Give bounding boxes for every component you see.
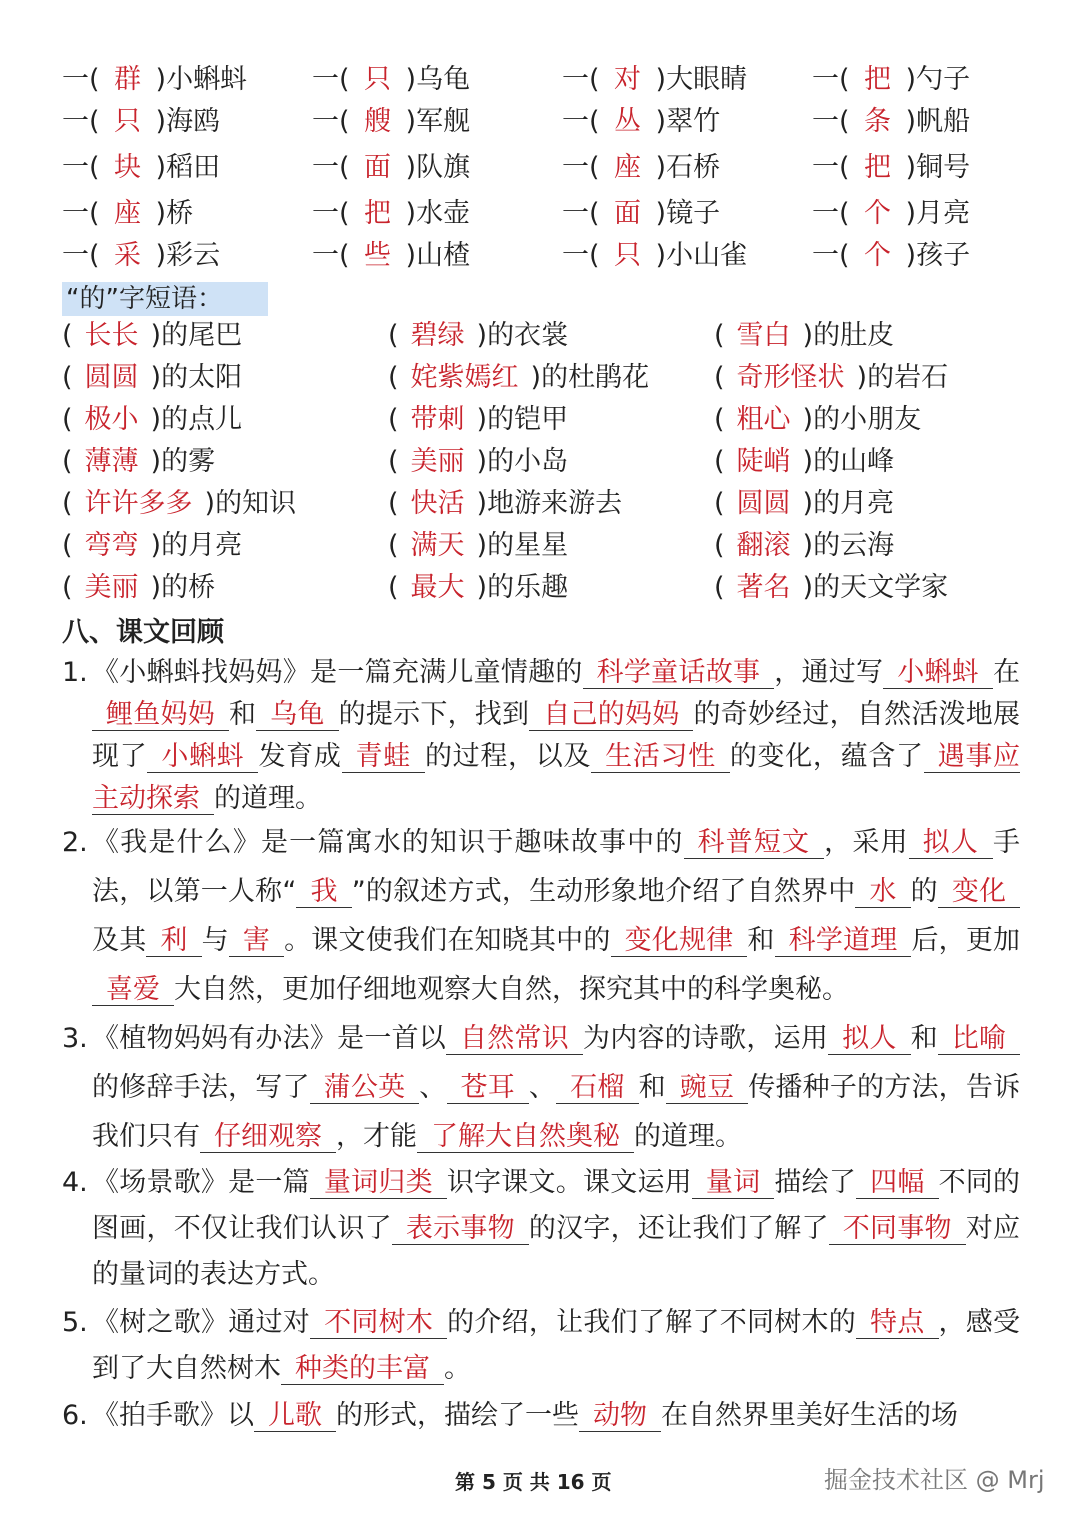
text-segment: 与	[201, 925, 229, 956]
de-phrase-item	[62, 568, 215, 608]
fill-blank-answer: 量词	[692, 1167, 774, 1199]
measure-word-item	[562, 194, 720, 234]
review-item	[62, 1300, 1020, 1392]
de-phrase-answer: 快活	[410, 488, 465, 519]
item-prefix: 一(	[812, 198, 850, 229]
de-phrase-answer: 长长	[84, 320, 139, 351]
item-suffix: )军舰	[405, 106, 471, 137]
measure-word-answer: 座	[614, 152, 642, 183]
text-segment: 为内容的诗歌，运用	[582, 1023, 829, 1054]
watermark: 掘金技术社区 @ Mrj	[824, 1466, 1045, 1494]
measure-word-answer: 把	[864, 152, 892, 183]
item-prefix: 一(	[62, 152, 100, 183]
item-text	[92, 818, 1020, 1014]
measure-word-answer: 条	[864, 106, 892, 137]
measure-word-answer: 把	[364, 198, 392, 229]
item-number: 4.	[62, 1167, 88, 1198]
open-paren: (	[388, 488, 399, 519]
de-phrase-answer: 粗心	[736, 404, 791, 435]
text-segment: 、	[528, 1072, 557, 1103]
measure-word-item	[812, 60, 970, 100]
de-phrase-rest: )的星星	[476, 530, 569, 561]
de-phrase-rest: )的月亮	[802, 488, 895, 519]
de-phrase-item	[714, 358, 948, 398]
open-paren: (	[714, 362, 725, 393]
item-prefix: 一(	[812, 64, 850, 95]
text-segment: 不同的图画，不仅让我们认识了	[92, 1167, 1021, 1244]
de-phrase-rest: )的云海	[802, 530, 895, 561]
de-phrase-rest: )的雾	[150, 446, 216, 477]
open-paren: (	[714, 320, 725, 351]
measure-word-item	[562, 236, 747, 276]
de-phrase-answer: 圆圆	[84, 362, 139, 393]
fill-blank-answer: 小蝌蚪	[147, 741, 258, 773]
open-paren: (	[62, 320, 73, 351]
review-heading: 八、课文回顾	[62, 617, 224, 648]
item-prefix: 一(	[62, 106, 100, 137]
item-prefix: 一(	[62, 240, 100, 271]
de-phrase-item	[714, 316, 894, 356]
item-suffix: )乌龟	[405, 64, 471, 95]
text-segment: 、	[419, 1072, 447, 1103]
item-prefix: 一(	[562, 106, 600, 137]
de-phrase-item	[388, 316, 568, 356]
text-segment: ，感受到了大自然树木	[92, 1307, 1021, 1384]
review-item	[62, 818, 1020, 1014]
item-suffix: )彩云	[155, 240, 221, 271]
text-segment: 的变化，蕴含了	[729, 741, 924, 772]
item-text	[92, 1300, 1020, 1392]
de-phrase-answer: 带刺	[410, 404, 465, 435]
item-suffix: )大眼睛	[655, 64, 748, 95]
open-paren: (	[388, 320, 399, 351]
item-suffix: )稻田	[155, 152, 221, 183]
text-segment: ，才能	[336, 1121, 417, 1152]
item-prefix: 一(	[312, 106, 350, 137]
de-phrase-rest: )的尾巴	[150, 320, 243, 351]
measure-word-answer: 只	[614, 240, 642, 271]
fill-blank-answer: 乌龟	[256, 699, 338, 731]
de-phrase-section-label: “的”字短语：	[62, 282, 268, 316]
de-phrase-answer: 陡峭	[736, 446, 791, 477]
measure-word-item	[62, 102, 220, 142]
fill-blank-answer: 豌豆	[666, 1072, 748, 1104]
text-segment: 的	[910, 876, 938, 907]
measure-word-answer: 个	[864, 240, 892, 271]
item-prefix: 一(	[562, 152, 600, 183]
de-phrase-item	[714, 484, 894, 524]
de-phrase-rest: )的桥	[150, 572, 216, 603]
measure-word-answer: 面	[614, 198, 642, 229]
text-segment: 的道理。	[634, 1121, 742, 1152]
open-paren: (	[62, 572, 73, 603]
fill-blank-answer: 拟人	[909, 827, 993, 859]
measure-word-item	[562, 102, 720, 142]
measure-word-answer: 只	[364, 64, 392, 95]
fill-blank-answer: 动物	[579, 1400, 661, 1432]
open-paren: (	[714, 488, 725, 519]
measure-word-item	[812, 194, 970, 234]
text-segment: 在	[993, 657, 1021, 688]
fill-blank-answer: 变化规律	[611, 925, 748, 957]
fill-blank-answer: 自己的妈妈	[529, 699, 693, 731]
text-segment: 和	[228, 699, 257, 730]
review-item	[62, 1160, 1020, 1298]
de-phrase-answer: 美丽	[84, 572, 139, 603]
item-prefix: 一(	[312, 198, 350, 229]
de-phrase-item	[62, 484, 296, 524]
text-segment: 。	[444, 1353, 471, 1384]
fill-blank-answer: 特点	[856, 1307, 939, 1339]
fill-blank-answer: 量词归类	[310, 1167, 447, 1199]
fill-blank-answer: 鲤鱼妈妈	[92, 699, 229, 731]
page-footer: 第 5 页 共 16 页	[455, 1470, 612, 1494]
text-segment: 的汉字，还让我们了解了	[528, 1213, 829, 1244]
de-phrase-answer: 姹紫嫣红	[410, 362, 519, 393]
de-phrase-answer: 薄薄	[84, 446, 139, 477]
text-segment: 《场景歌》是一篇	[92, 1167, 310, 1198]
item-prefix: 一(	[312, 152, 350, 183]
text-segment: 。课文使我们在知晓其中的	[284, 925, 611, 956]
text-segment: 的奇妙经过，自然活泼地展现了	[92, 699, 1021, 772]
open-paren: (	[714, 404, 725, 435]
open-paren: (	[388, 362, 399, 393]
fill-blank-answer: 利	[146, 925, 201, 957]
de-phrase-rest: )的乐趣	[476, 572, 569, 603]
item-suffix: )石桥	[655, 152, 721, 183]
text-segment: 和	[638, 1072, 666, 1103]
text-segment: 后，更加	[911, 925, 1021, 956]
text-segment: 的形式，描绘了一些	[336, 1400, 579, 1431]
measure-word-answer: 些	[364, 240, 392, 271]
de-phrase-rest: )的天文学家	[802, 572, 949, 603]
de-phrase-rest: )的小岛	[476, 446, 569, 477]
item-suffix: )小蝌蚪	[155, 64, 248, 95]
open-paren: (	[62, 362, 73, 393]
fill-blank-answer: 科普短文	[684, 827, 825, 859]
measure-word-answer: 个	[864, 198, 892, 229]
item-number: 2.	[62, 827, 88, 858]
fill-blank-answer: 害	[229, 925, 284, 957]
item-suffix: )水壶	[405, 198, 471, 229]
measure-word-answer: 采	[114, 240, 142, 271]
item-prefix: 一(	[812, 240, 850, 271]
fill-blank-answer: 蒲公英	[310, 1072, 420, 1104]
de-phrase-answer: 弯弯	[84, 530, 139, 561]
de-phrase-answer: 奇形怪状	[736, 362, 845, 393]
open-paren: (	[62, 404, 73, 435]
item-text	[92, 652, 1020, 820]
measure-word-item	[562, 60, 747, 100]
text-segment: 及其	[92, 925, 147, 956]
text-segment: 的修辞手法，写了	[92, 1072, 310, 1103]
text-segment: 的道理。	[214, 783, 322, 814]
item-suffix: )小山雀	[655, 240, 748, 271]
fill-blank-answer: 水	[855, 876, 910, 908]
de-phrase-item	[388, 484, 622, 524]
measure-word-item	[562, 148, 720, 188]
fill-blank-answer: 表示事物	[392, 1213, 529, 1245]
de-phrase-item	[388, 442, 568, 482]
item-prefix: 一(	[812, 106, 850, 137]
open-paren: (	[714, 530, 725, 561]
de-phrase-rest: )的点儿	[150, 404, 243, 435]
de-phrase-answer: 美丽	[410, 446, 465, 477]
de-phrase-item	[62, 400, 242, 440]
text-segment: 《树之歌》通过对	[92, 1307, 311, 1338]
review-item	[62, 1393, 1020, 1439]
item-prefix: 一(	[62, 198, 100, 229]
de-phrase-item	[388, 358, 649, 398]
measure-word-answer: 把	[864, 64, 892, 95]
review-item	[62, 1014, 1020, 1161]
item-suffix: )海鸥	[155, 106, 221, 137]
de-phrase-rest: )的小朋友	[802, 404, 922, 435]
measure-word-item	[62, 236, 220, 276]
open-paren: (	[388, 572, 399, 603]
text-segment: 的过程，以及	[424, 741, 592, 772]
measure-word-item	[312, 236, 470, 276]
fill-blank-answer: 变化	[938, 876, 1020, 908]
de-phrase-answer: 满天	[410, 530, 465, 561]
text-segment: 的介绍，让我们了解了不同树木的	[447, 1307, 856, 1338]
fill-blank-answer: 青蛙	[342, 741, 425, 773]
text-segment: 《小蝌蚪找妈妈》是一篇充满儿童情趣的	[92, 657, 583, 688]
de-phrase-rest: )的月亮	[150, 530, 243, 561]
de-phrase-item	[388, 568, 568, 608]
measure-word-item	[812, 148, 970, 188]
fill-blank-answer: 不同事物	[829, 1213, 966, 1245]
de-phrase-answer: 雪白	[736, 320, 791, 351]
de-phrase-rest: )的山峰	[802, 446, 895, 477]
fill-blank-answer: 苍耳	[447, 1072, 529, 1104]
item-text	[92, 1014, 1020, 1161]
item-suffix: )山楂	[405, 240, 471, 271]
item-suffix: )月亮	[905, 198, 971, 229]
de-phrase-rest: )的太阳	[150, 362, 243, 393]
item-suffix: )铜号	[905, 152, 971, 183]
fill-blank-answer: 自然常识	[446, 1023, 583, 1055]
fill-blank-answer: 科学童话故事	[583, 657, 775, 689]
text-segment: ，通过写	[774, 657, 884, 688]
de-phrase-item	[62, 358, 242, 398]
de-phrase-answer: 圆圆	[736, 488, 791, 519]
de-phrase-answer: 许许多多	[84, 488, 193, 519]
measure-word-answer: 艘	[364, 106, 392, 137]
item-number: 6.	[62, 1400, 88, 1431]
open-paren: (	[388, 404, 399, 435]
measure-word-answer: 群	[114, 64, 142, 95]
text-segment: 的提示下，找到	[338, 699, 530, 730]
open-paren: (	[388, 446, 399, 477]
text-segment: 大自然，更加仔细地观察大自然，探究其中的科学奥秘。	[174, 974, 849, 1005]
de-phrase-item	[388, 526, 568, 566]
de-phrase-rest: )的岩石	[856, 362, 949, 393]
fill-blank-answer: 不同树木	[310, 1307, 447, 1339]
de-phrase-rest: )的杜鹃花	[530, 362, 650, 393]
open-paren: (	[62, 488, 73, 519]
fill-blank-answer: 喜爱	[92, 974, 174, 1006]
measure-word-item	[812, 102, 970, 142]
text-segment: 描绘了	[774, 1167, 857, 1198]
measure-word-item	[62, 148, 220, 188]
text-segment: ，采用	[824, 827, 909, 858]
fill-blank-answer: 遇事应主动探索	[92, 741, 1021, 814]
measure-word-item	[62, 194, 193, 234]
item-suffix: )勺子	[905, 64, 971, 95]
item-text	[92, 1160, 1020, 1298]
measure-word-item	[312, 60, 470, 100]
item-prefix: 一(	[312, 64, 350, 95]
item-prefix: 一(	[562, 198, 600, 229]
de-phrase-rest: )的知识	[204, 488, 297, 519]
de-phrase-answer: 极小	[84, 404, 139, 435]
measure-word-item	[812, 236, 970, 276]
measure-word-answer: 块	[114, 152, 142, 183]
fill-blank-answer: 小蝌蚪	[883, 657, 993, 689]
item-suffix: )队旗	[405, 152, 471, 183]
de-phrase-item	[62, 442, 215, 482]
de-phrase-answer: 最大	[410, 572, 465, 603]
measure-word-item	[62, 60, 247, 100]
open-paren: (	[388, 530, 399, 561]
item-prefix: 一(	[562, 240, 600, 271]
open-paren: (	[714, 572, 725, 603]
item-suffix: )孩子	[905, 240, 971, 271]
fill-blank-answer: 科学道理	[775, 925, 912, 957]
item-number: 5.	[62, 1307, 88, 1338]
text-segment: 识字课文。课文运用	[446, 1167, 692, 1198]
measure-word-answer: 面	[364, 152, 392, 183]
de-phrase-item	[388, 400, 568, 440]
text-segment: 和	[910, 1023, 938, 1054]
de-phrase-rest: )的衣裳	[476, 320, 569, 351]
de-phrase-item	[714, 442, 894, 482]
review-item	[62, 652, 1020, 820]
open-paren: (	[62, 446, 73, 477]
fill-blank-answer: 四幅	[856, 1167, 938, 1199]
fill-blank-answer: 比喻	[938, 1023, 1020, 1055]
de-phrase-item	[62, 316, 242, 356]
de-phrase-answer: 著名	[736, 572, 791, 603]
fill-blank-answer: 石榴	[556, 1072, 638, 1104]
de-phrase-item	[62, 526, 242, 566]
measure-word-answer: 丛	[614, 106, 642, 137]
text-segment: 传播种子的方法，告诉我们只有	[92, 1072, 1021, 1152]
open-paren: (	[62, 530, 73, 561]
text-segment: 对应的量词的表达方式。	[92, 1213, 1021, 1290]
measure-word-answer: 对	[614, 64, 642, 95]
measure-word-item	[312, 102, 470, 142]
measure-word-item	[312, 148, 470, 188]
item-prefix: 一(	[62, 64, 100, 95]
item-suffix: )翠竹	[655, 106, 721, 137]
text-segment: 和	[747, 925, 775, 956]
text-segment: 《植物妈妈有办法》是一首以	[92, 1023, 447, 1054]
item-prefix: 一(	[562, 64, 600, 95]
de-phrase-answer: 翻滚	[736, 530, 791, 561]
fill-blank-answer: 仔细观察	[200, 1121, 336, 1153]
de-phrase-rest: )的铠甲	[476, 404, 569, 435]
de-phrase-item	[714, 526, 894, 566]
item-suffix: )桥	[155, 198, 194, 229]
measure-word-answer: 只	[114, 106, 142, 137]
de-phrase-rest: )地游来游去	[476, 488, 623, 519]
text-segment: ”的叙述方式，生动形象地介绍了自然界中	[351, 876, 856, 907]
item-prefix: 一(	[312, 240, 350, 271]
fill-blank-answer: 种类的丰富	[281, 1353, 444, 1385]
text-segment: 《我是什么》是一篇寓水的知识于趣味故事中的	[92, 827, 684, 858]
item-suffix: )帆船	[905, 106, 971, 137]
text-segment: 在自然界里美好生活的场	[661, 1400, 958, 1431]
text-segment: 手法，以第一人称“	[92, 827, 1021, 907]
measure-word-item	[312, 194, 470, 234]
item-number: 1.	[62, 657, 88, 688]
text-segment: 发育成	[258, 741, 342, 772]
fill-blank-answer: 我	[296, 876, 351, 908]
fill-blank-answer: 了解大自然奥秘	[417, 1121, 634, 1153]
de-phrase-item	[714, 568, 948, 608]
open-paren: (	[714, 446, 725, 477]
de-phrase-item	[714, 400, 921, 440]
measure-word-answer: 座	[114, 198, 142, 229]
de-phrase-rest: )的肚皮	[802, 320, 895, 351]
text-segment: 《拍手歌》以	[92, 1400, 254, 1431]
item-text	[92, 1393, 1020, 1439]
fill-blank-answer: 儿歌	[254, 1400, 336, 1432]
item-suffix: )镜子	[655, 198, 721, 229]
fill-blank-answer: 生活习性	[591, 741, 730, 773]
item-number: 3.	[62, 1023, 88, 1054]
item-prefix: 一(	[812, 152, 850, 183]
fill-blank-answer: 拟人	[828, 1023, 910, 1055]
de-phrase-answer: 碧绿	[410, 320, 465, 351]
